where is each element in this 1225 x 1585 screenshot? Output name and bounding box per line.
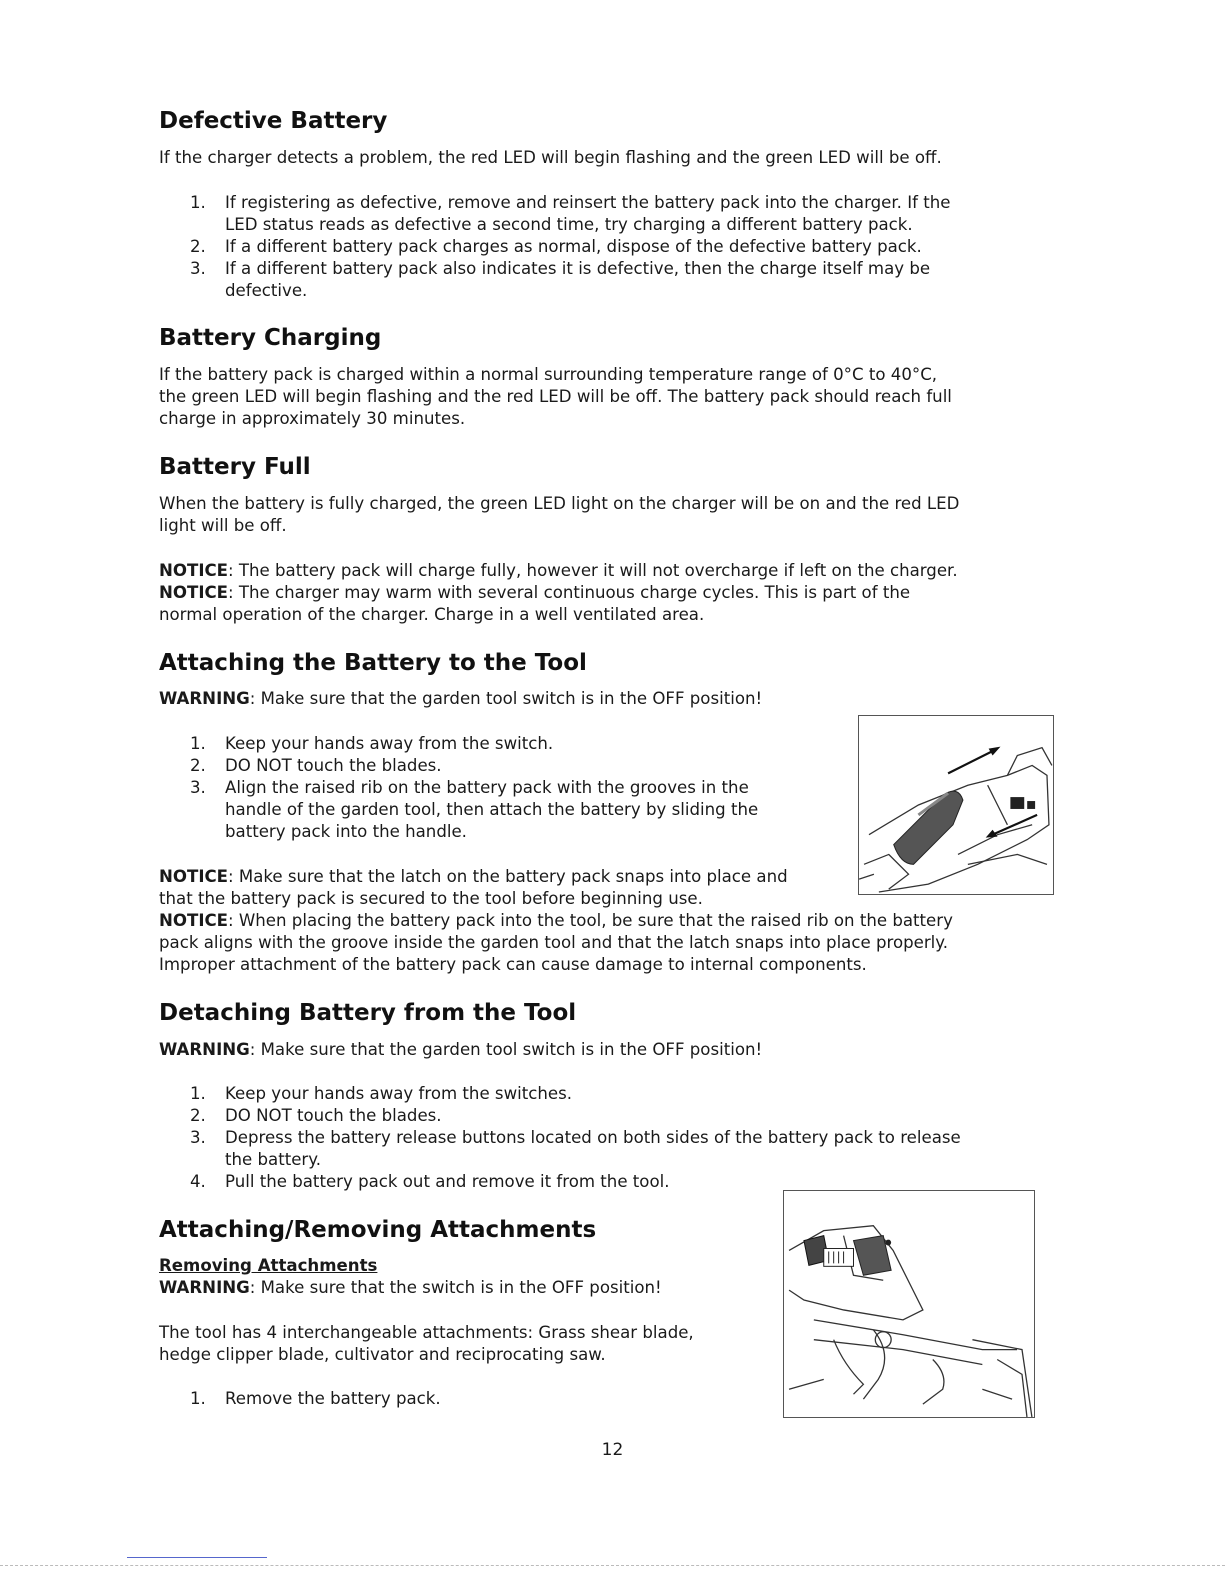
list-item: 3. Align the raised rib on the battery pack with the grooves in the handle of the garden tool, then attach the battery by sliding the battery pack into the handle.	[190, 778, 759, 841]
detach-steps	[190, 1083, 961, 1193]
attachments-steps	[190, 1388, 441, 1410]
defective-intro: If the charger detects a problem, the red LED will begin flashing and the green LED will be off.	[159, 148, 942, 167]
list-item: 1. Keep your hands away from the switch.	[190, 734, 554, 753]
list-item: 3. If a different battery pack also indicates it is defective, then the charge itself may be defective.	[190, 259, 931, 300]
list-item: 1. Keep your hands away from the switches.	[190, 1084, 573, 1103]
battery-tool-drawing	[859, 716, 1053, 894]
heading-battery-charging: Battery Charging	[159, 325, 382, 351]
attach-steps	[190, 733, 758, 843]
heading-detaching-battery: Detaching Battery from the Tool	[159, 1000, 577, 1026]
heading-attachments: Attaching/Removing Attachments	[159, 1217, 597, 1243]
attachments-line: hedge clipper blade, cultivator and reciprocating saw.	[159, 1345, 606, 1364]
footer-link-underline	[127, 1557, 267, 1558]
warning-paragraph: WARNING: Make sure that the garden tool switch is in the OFF position!	[159, 689, 763, 708]
footer-divider	[0, 1565, 1225, 1566]
list-item: 3. Depress the battery release buttons located on both sides of the battery pack to release the battery.	[190, 1128, 961, 1169]
heading-battery-full: Battery Full	[159, 454, 311, 480]
charging-line: If the battery pack is charged within a normal surrounding temperature range of 0°C to 40°C,	[159, 365, 938, 384]
attachment-removal-illustration	[783, 1190, 1035, 1418]
notice-paragraph: NOTICE: When placing the battery pack into the tool, be sure that the raised rib on the battery	[159, 911, 953, 930]
notice-paragraph: NOTICE: The charger may warm with several continuous charge cycles. This is part of the	[159, 583, 911, 602]
notice-paragraph: NOTICE: Make sure that the latch on the battery pack snaps into place and	[159, 867, 788, 886]
notice-paragraph: NOTICE: The battery pack will charge fully, however it will not overcharge if left on the charger.	[159, 561, 958, 580]
list-item: 2. If a different battery pack charges as normal, dispose of the defective battery pack.	[190, 237, 922, 256]
warning-paragraph: WARNING: Make sure that the switch is in the OFF position!	[159, 1278, 662, 1297]
warning-paragraph: WARNING: Make sure that the garden tool switch is in the OFF position!	[159, 1040, 763, 1059]
full-line: When the battery is fully charged, the green LED light on the charger will be on and the red LED	[159, 494, 960, 513]
defective-steps	[190, 192, 950, 302]
heading-defective-battery: Defective Battery	[159, 108, 388, 134]
notice-continuation: pack aligns with the groove inside the garden tool and that the latch snaps into place properly.	[159, 933, 949, 952]
list-item: 2. DO NOT touch the blades.	[190, 756, 442, 775]
charging-line: the green LED will begin flashing and the red LED will be off. The battery pack should reach full	[159, 387, 952, 406]
heading-attaching-battery: Attaching the Battery to the Tool	[159, 650, 587, 676]
list-item: 1. If registering as defective, remove and reinsert the battery pack into the charger. If the LED status reads as defective a second time, try charging a different battery pack.	[190, 193, 951, 234]
attachments-line: The tool has 4 interchangeable attachments: Grass shear blade,	[159, 1323, 694, 1342]
subheading-removing-attachments: Removing Attachments	[159, 1256, 378, 1275]
list-item: 4. Pull the battery pack out and remove it from the tool.	[190, 1172, 670, 1191]
list-item: 1. Remove the battery pack.	[190, 1389, 441, 1408]
notice-continuation: normal operation of the charger. Charge in a well ventilated area.	[159, 605, 705, 624]
attachment-tool-drawing	[784, 1191, 1034, 1417]
battery-attach-illustration	[858, 715, 1054, 895]
page-number: 12	[601, 1440, 624, 1460]
notice-continuation: that the battery pack is secured to the tool before beginning use.	[159, 889, 703, 908]
notice-continuation: Improper attachment of the battery pack can cause damage to internal components.	[159, 955, 867, 974]
charging-line: charge in approximately 30 minutes.	[159, 409, 466, 428]
list-item: 2. DO NOT touch the blades.	[190, 1106, 442, 1125]
full-line: light will be off.	[159, 516, 287, 535]
